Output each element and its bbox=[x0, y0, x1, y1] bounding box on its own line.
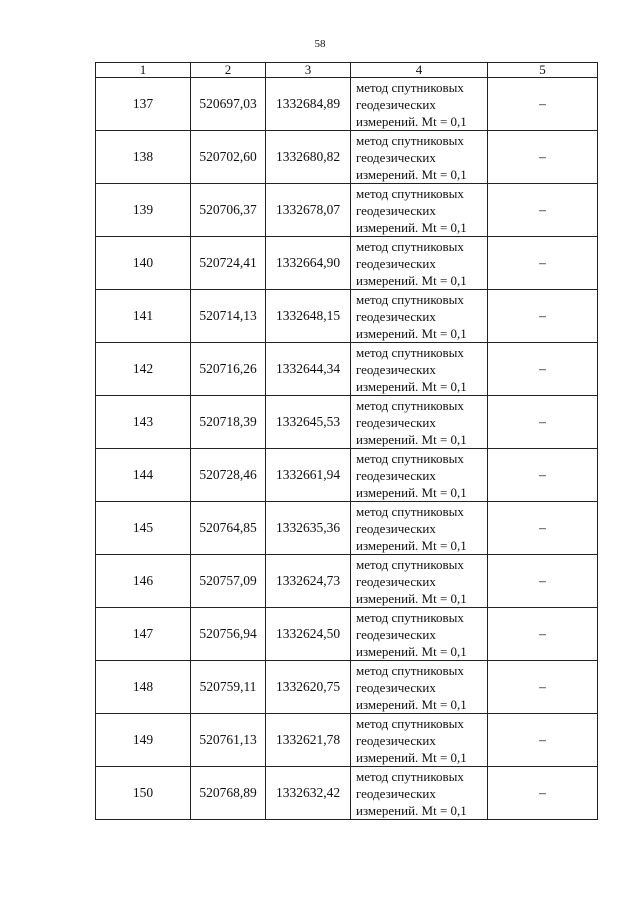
notes-cell: – bbox=[488, 555, 598, 608]
notes-cell: – bbox=[488, 714, 598, 767]
method-line-1: метод спутниковых bbox=[356, 450, 464, 466]
method-description bbox=[351, 237, 488, 290]
table-row bbox=[96, 767, 598, 820]
column-header-1: 1 bbox=[96, 63, 191, 78]
coordinate-y: 1332620,75 bbox=[266, 661, 351, 714]
method-line-3: измерений. Mt = 0,1 bbox=[356, 643, 467, 659]
method-description bbox=[351, 396, 488, 449]
notes-cell: – bbox=[488, 661, 598, 714]
point-number: 139 bbox=[96, 184, 191, 237]
coordinate-y: 1332684,89 bbox=[266, 78, 351, 131]
method-line-2: геодезических bbox=[356, 361, 436, 377]
method-line-2: геодезических bbox=[356, 679, 436, 695]
method-description bbox=[351, 343, 488, 396]
method-line-1: метод спутниковых bbox=[356, 715, 464, 731]
method-line-1: метод спутниковых bbox=[356, 132, 464, 148]
notes-cell: – bbox=[488, 290, 598, 343]
coordinate-x: 520761,13 bbox=[191, 714, 266, 767]
page-number: 58 bbox=[314, 38, 326, 50]
point-number: 138 bbox=[96, 131, 191, 184]
column-header-3: 3 bbox=[266, 63, 351, 78]
coordinate-x: 520714,13 bbox=[191, 290, 266, 343]
method-description bbox=[351, 555, 488, 608]
method-line-2: геодезических bbox=[356, 255, 436, 271]
table-row bbox=[96, 131, 598, 184]
coordinate-x: 520706,37 bbox=[191, 184, 266, 237]
coordinate-y: 1332678,07 bbox=[266, 184, 351, 237]
notes-cell: – bbox=[488, 608, 598, 661]
method-line-3: измерений. Mt = 0,1 bbox=[356, 166, 467, 182]
notes-cell: – bbox=[488, 767, 598, 820]
table-row bbox=[96, 661, 598, 714]
coordinate-y: 1332645,53 bbox=[266, 396, 351, 449]
coordinate-y: 1332621,78 bbox=[266, 714, 351, 767]
coordinate-x: 520756,94 bbox=[191, 608, 266, 661]
method-line-2: геодезических bbox=[356, 414, 436, 430]
method-line-1: метод спутниковых bbox=[356, 609, 464, 625]
table-row bbox=[96, 290, 598, 343]
table-row bbox=[96, 396, 598, 449]
method-line-3: измерений. Mt = 0,1 bbox=[356, 113, 467, 129]
notes-cell: – bbox=[488, 78, 598, 131]
method-line-3: измерений. Mt = 0,1 bbox=[356, 219, 467, 235]
point-number: 147 bbox=[96, 608, 191, 661]
method-line-3: измерений. Mt = 0,1 bbox=[356, 802, 467, 818]
table-row bbox=[96, 714, 598, 767]
coordinate-x: 520728,46 bbox=[191, 449, 266, 502]
method-line-1: метод спутниковых bbox=[356, 344, 464, 360]
table-row bbox=[96, 343, 598, 396]
notes-cell: – bbox=[488, 131, 598, 184]
coordinates-table bbox=[95, 62, 598, 820]
point-number: 145 bbox=[96, 502, 191, 555]
method-line-2: геодезических bbox=[356, 732, 436, 748]
method-description bbox=[351, 449, 488, 502]
point-number: 143 bbox=[96, 396, 191, 449]
point-number: 140 bbox=[96, 237, 191, 290]
method-line-1: метод спутниковых bbox=[356, 185, 464, 201]
method-line-1: метод спутниковых bbox=[356, 662, 464, 678]
point-number: 141 bbox=[96, 290, 191, 343]
table-row bbox=[96, 555, 598, 608]
method-description bbox=[351, 608, 488, 661]
table-row bbox=[96, 184, 598, 237]
notes-cell: – bbox=[488, 343, 598, 396]
notes-cell: – bbox=[488, 502, 598, 555]
point-number: 137 bbox=[96, 78, 191, 131]
notes-cell: – bbox=[488, 396, 598, 449]
coordinate-y: 1332664,90 bbox=[266, 237, 351, 290]
coordinate-x: 520716,26 bbox=[191, 343, 266, 396]
coordinate-x: 520724,41 bbox=[191, 237, 266, 290]
coordinate-y: 1332644,34 bbox=[266, 343, 351, 396]
column-header-4: 4 bbox=[351, 63, 488, 78]
method-description bbox=[351, 714, 488, 767]
coordinate-x: 520697,03 bbox=[191, 78, 266, 131]
point-number: 146 bbox=[96, 555, 191, 608]
column-header-2: 2 bbox=[191, 63, 266, 78]
point-number: 142 bbox=[96, 343, 191, 396]
method-description bbox=[351, 290, 488, 343]
table-row bbox=[96, 608, 598, 661]
method-line-2: геодезических bbox=[356, 520, 436, 536]
method-line-1: метод спутниковых bbox=[356, 556, 464, 572]
method-line-2: геодезических bbox=[356, 467, 436, 483]
method-line-3: измерений. Mt = 0,1 bbox=[356, 272, 467, 288]
coordinate-y: 1332632,42 bbox=[266, 767, 351, 820]
method-line-3: измерений. Mt = 0,1 bbox=[356, 537, 467, 553]
method-line-1: метод спутниковых bbox=[356, 503, 464, 519]
method-line-1: метод спутниковых bbox=[356, 291, 464, 307]
method-line-3: измерений. Mt = 0,1 bbox=[356, 378, 467, 394]
method-line-1: метод спутниковых bbox=[356, 79, 464, 95]
method-line-1: метод спутниковых bbox=[356, 768, 464, 784]
table-row bbox=[96, 78, 598, 131]
coordinate-y: 1332680,82 bbox=[266, 131, 351, 184]
method-line-2: геодезических bbox=[356, 202, 436, 218]
coordinate-x: 520764,85 bbox=[191, 502, 266, 555]
coordinate-y: 1332648,15 bbox=[266, 290, 351, 343]
method-line-2: геодезических bbox=[356, 308, 436, 324]
method-line-2: геодезических bbox=[356, 785, 436, 801]
coordinate-x: 520702,60 bbox=[191, 131, 266, 184]
method-line-2: геодезических bbox=[356, 573, 436, 589]
coordinate-x: 520768,89 bbox=[191, 767, 266, 820]
method-line-3: измерений. Mt = 0,1 bbox=[356, 696, 467, 712]
notes-cell: – bbox=[488, 237, 598, 290]
method-line-3: измерений. Mt = 0,1 bbox=[356, 484, 467, 500]
method-line-3: измерений. Mt = 0,1 bbox=[356, 749, 467, 765]
method-line-2: геодезических bbox=[356, 149, 436, 165]
method-description bbox=[351, 661, 488, 714]
method-line-3: измерений. Mt = 0,1 bbox=[356, 325, 467, 341]
table-row bbox=[96, 237, 598, 290]
method-line-2: геодезических bbox=[356, 626, 436, 642]
coordinate-y: 1332661,94 bbox=[266, 449, 351, 502]
method-description bbox=[351, 131, 488, 184]
point-number: 148 bbox=[96, 661, 191, 714]
coordinate-y: 1332624,73 bbox=[266, 555, 351, 608]
column-header-5: 5 bbox=[488, 63, 598, 78]
method-description bbox=[351, 767, 488, 820]
point-number: 149 bbox=[96, 714, 191, 767]
point-number: 150 bbox=[96, 767, 191, 820]
coordinate-y: 1332635,36 bbox=[266, 502, 351, 555]
point-number: 144 bbox=[96, 449, 191, 502]
table-header-row bbox=[96, 63, 598, 78]
method-description bbox=[351, 502, 488, 555]
method-description bbox=[351, 78, 488, 131]
method-line-1: метод спутниковых bbox=[356, 238, 464, 254]
method-description bbox=[351, 184, 488, 237]
method-line-1: метод спутниковых bbox=[356, 397, 464, 413]
coordinate-x: 520757,09 bbox=[191, 555, 266, 608]
coordinate-y: 1332624,50 bbox=[266, 608, 351, 661]
method-line-3: измерений. Mt = 0,1 bbox=[356, 590, 467, 606]
coordinate-x: 520759,11 bbox=[191, 661, 266, 714]
notes-cell: – bbox=[488, 184, 598, 237]
table-row bbox=[96, 449, 598, 502]
coordinate-x: 520718,39 bbox=[191, 396, 266, 449]
method-line-3: измерений. Mt = 0,1 bbox=[356, 431, 467, 447]
notes-cell: – bbox=[488, 449, 598, 502]
method-line-2: геодезических bbox=[356, 96, 436, 112]
table-row bbox=[96, 502, 598, 555]
